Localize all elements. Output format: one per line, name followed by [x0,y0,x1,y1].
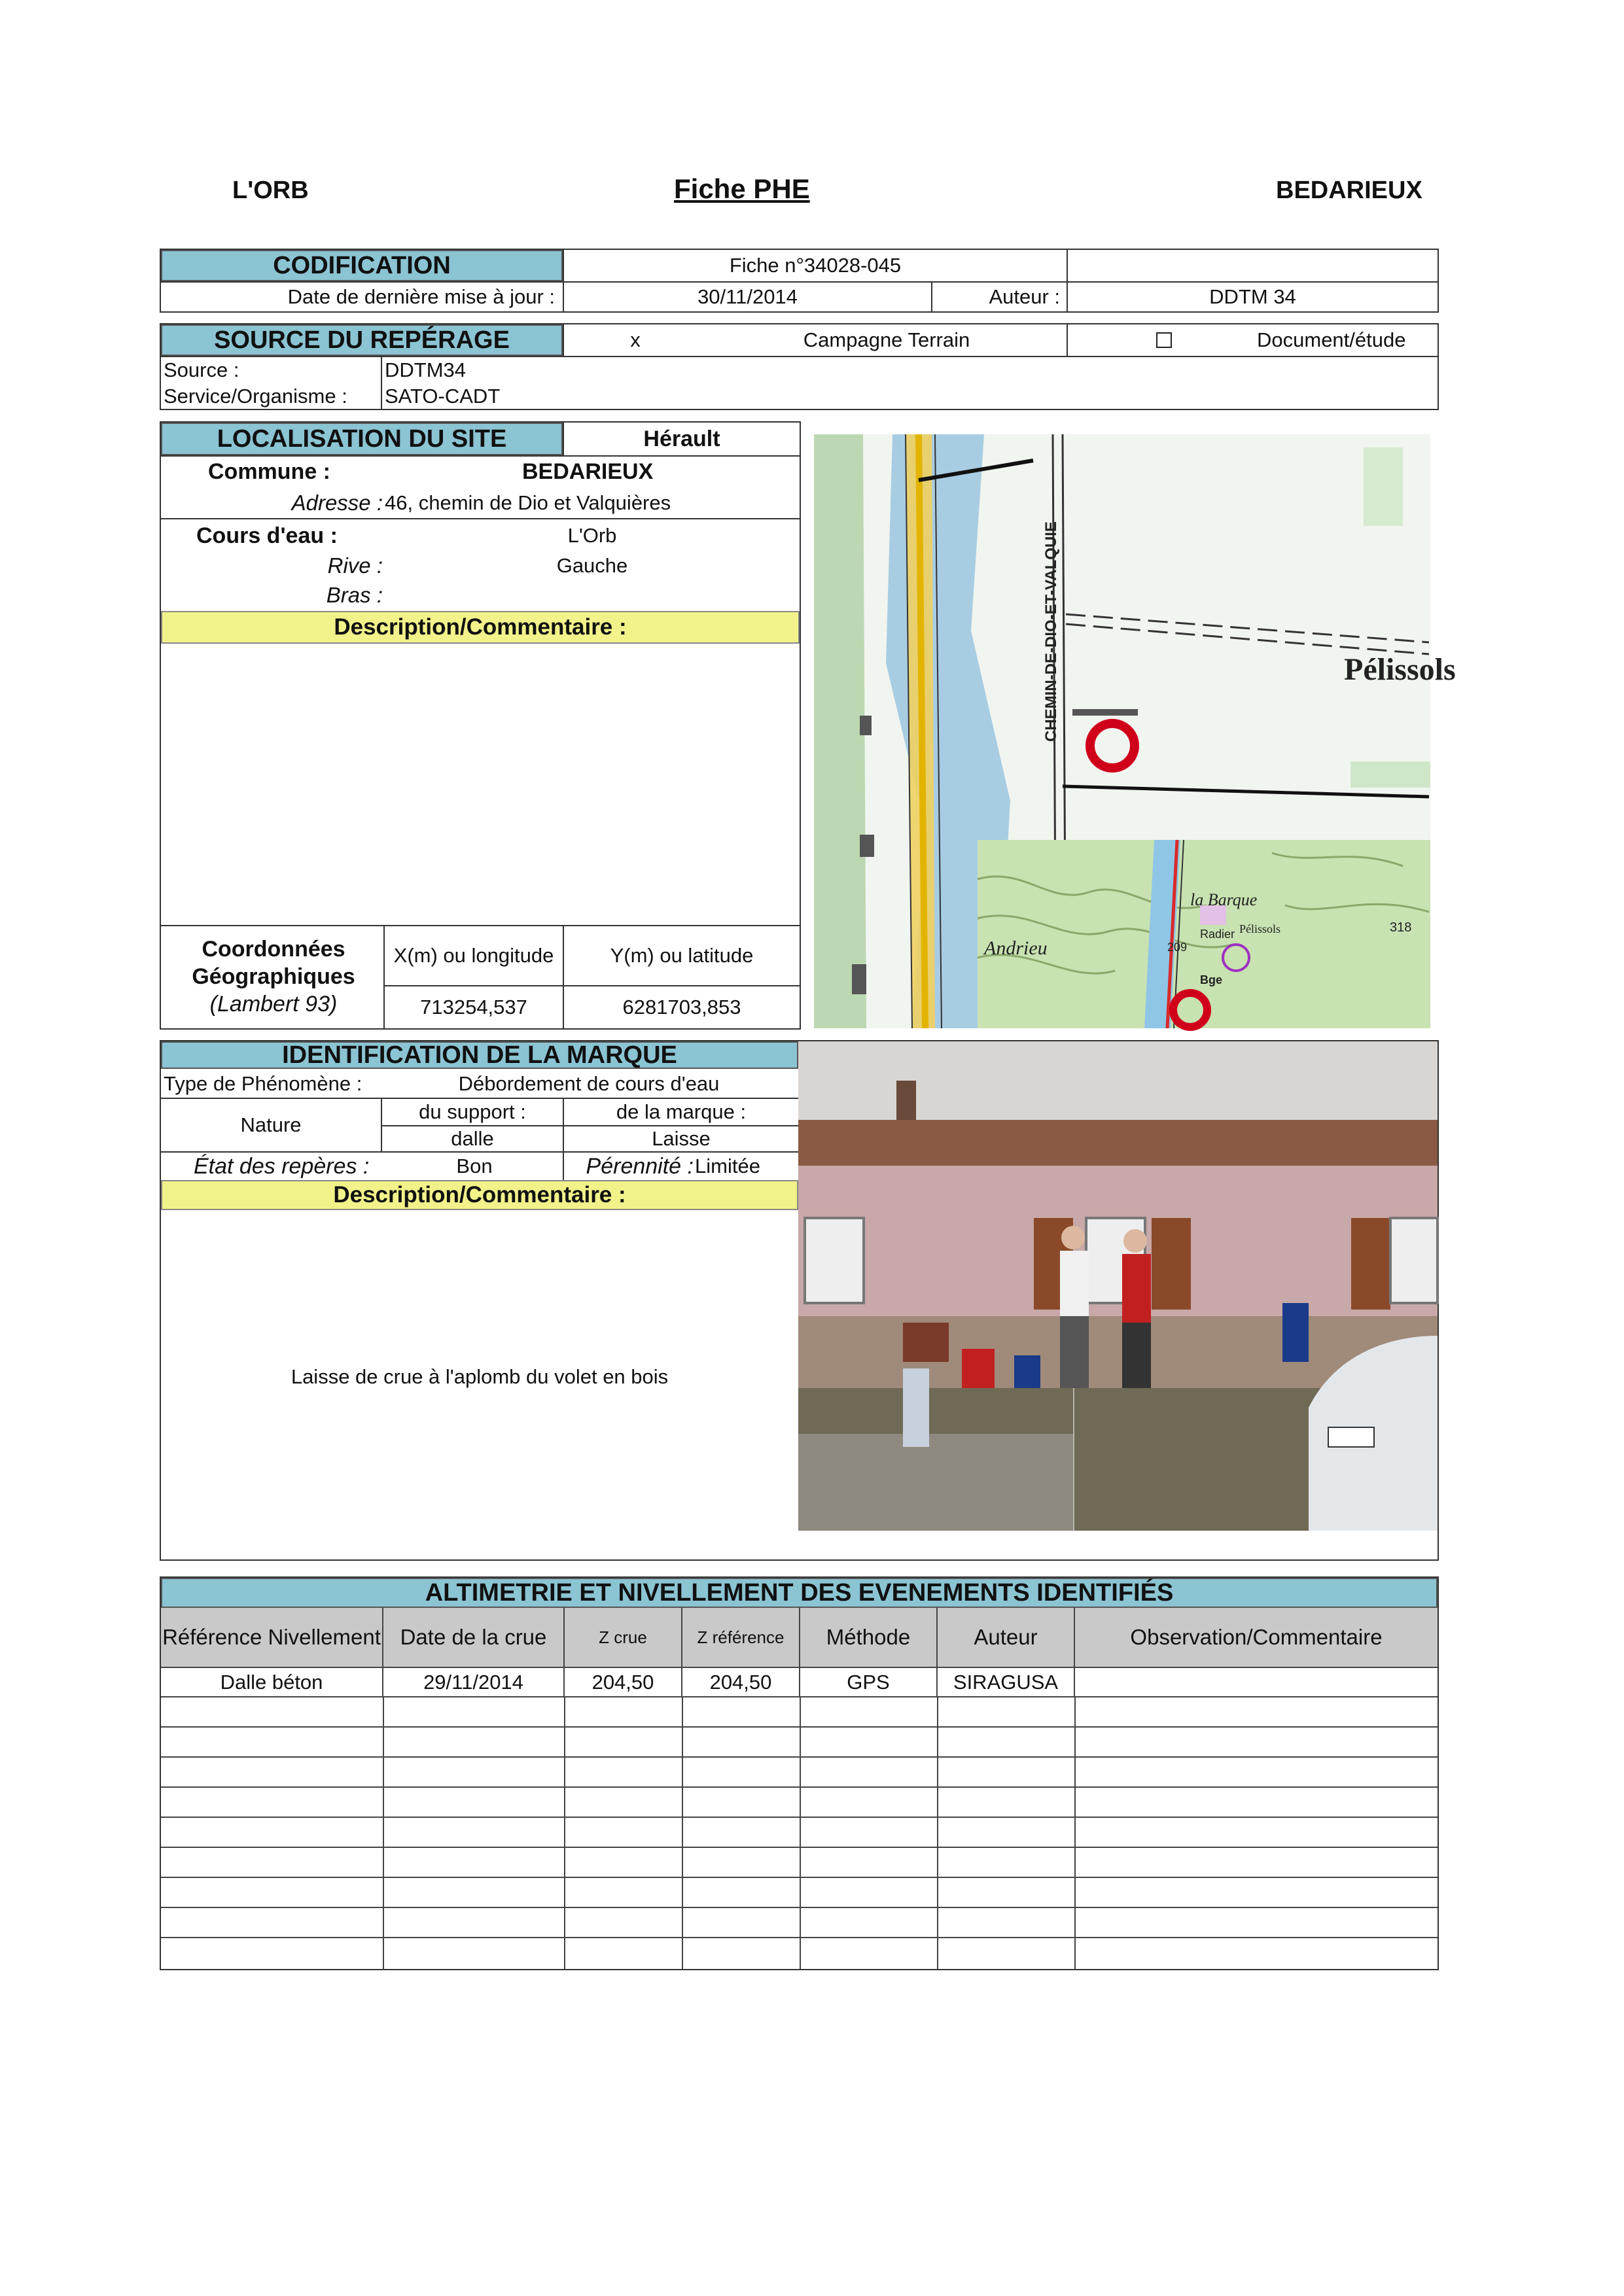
col-header: Référence Nivellement [161,1608,383,1667]
table-cell: GPS [800,1668,938,1697]
inset-label: Andrieu [984,937,1048,959]
table-cell [1075,1668,1438,1697]
identification-desc-text: Laisse de crue à l'aplomb du volet en bois [291,1365,669,1388]
auteur-value: DDTM 34 [1067,283,1438,311]
support-label: du support : [419,1100,526,1123]
marque-value: Laisse [652,1127,711,1150]
col-header: Z crue [565,1608,682,1667]
commune-label: Commune : [208,459,330,484]
x-value: 713254,537 [420,996,527,1018]
y-label: Y(m) ou latitude [610,944,754,967]
service-value: SATO-CADT [381,383,643,409]
inset-label: Pélissols [1239,922,1281,935]
inset-label: la Barque [1190,890,1258,909]
header-title: Fiche PHE [674,173,810,204]
header-river: L'ORB [232,177,309,204]
departement: Hérault [563,423,800,455]
table-row [161,1667,1438,1697]
commune-value: BEDARIEUX [522,459,654,484]
coord-label-line1: Coordonnées [202,937,345,962]
support-value: dalle [451,1127,494,1150]
col-header: Méthode [800,1608,938,1667]
rive-label: Rive : [327,553,383,578]
empty-rows [161,1697,1438,1969]
document-option [1067,324,1438,356]
localisation-title: LOCALISATION DU SITE [161,423,563,455]
identification-desc-title: Description/Commentaire : [161,1180,798,1210]
type-value: Débordement de cours d'eau [458,1072,720,1095]
site-map-graphic [814,434,1456,1028]
header-commune: BEDARIEUX [1276,177,1422,204]
col-header: Auteur [938,1608,1075,1667]
campagne-mark: x [563,324,707,356]
source-label: Source : [164,358,239,381]
table-cell: 29/11/2014 [383,1668,565,1697]
coord-label-line3: (Lambert 93) [209,992,338,1017]
type-label: Type de Phénomène : [164,1072,362,1095]
divider [161,518,800,519]
coord-label [164,935,383,1018]
y-value: 6281703,853 [622,996,741,1018]
altimetrie-title: ALTIMETRIE ET NIVELLEMENT DES EVENEMENTS IDENTIFIÉS [161,1578,1438,1608]
date-label: Date de dernière mise à jour : [287,285,555,308]
inset-label: 209 [1167,941,1188,954]
source-value: DDTM34 [381,357,643,383]
perennite-value: Limitée [695,1155,760,1177]
col-header: Date de la crue [383,1608,565,1667]
source-title: SOURCE DU REPÉRAGE [161,324,563,356]
site-photo [798,1041,1438,1531]
altimetrie-table [161,1608,1438,1969]
etat-label: État des repères : [194,1153,370,1179]
inset-label: Bge [1200,973,1223,986]
etat-value: Bon [456,1155,493,1177]
site-map [814,434,1456,1028]
campagne-label: Campagne Terrain [803,328,970,351]
service-label: Service/Organisme : [164,385,347,408]
document-label: Document/étude [1257,328,1406,351]
rive-value: Gauche [556,554,628,577]
marque-label: de la marque : [616,1100,747,1123]
table-cell: SIRAGUSA [938,1668,1075,1697]
codification-empty [1067,250,1438,281]
x-label: X(m) ou longitude [393,944,554,967]
table-cell: 204,50 [682,1668,800,1697]
fiche-number: Fiche n°34028-045 [563,250,1067,281]
identification-title: IDENTIFICATION DE LA MARQUE [161,1041,798,1069]
map-road-label: CHEMIN-DE-DIO-ET-VALQUIE [1042,521,1060,742]
date-value: 30/11/2014 [563,283,931,311]
inset-label: Radier [1200,928,1235,941]
perennite-label: Pérennité : [586,1153,694,1179]
auteur-label: Auteur : [931,283,1067,311]
site-photo-graphic [798,1041,1438,1531]
bras-label: Bras : [326,583,383,607]
divider [563,1153,564,1180]
col-header: Z référence [682,1608,800,1667]
map-place-label: Pélissols [1344,652,1456,687]
cours-label: Cours d'eau : [196,523,338,548]
table-cell: Dalle béton [161,1668,383,1697]
document-checkbox [1156,332,1172,348]
coord-label-line2: Géographiques [192,964,355,989]
empty-rows-grid [161,1697,1438,1969]
adresse-value: 46, chemin de Dio et Valquières [385,491,671,514]
cours-value: L'Orb [567,524,617,547]
localisation-desc-title: Description/Commentaire : [161,611,800,644]
col-header: Observation/Commentaire [1075,1608,1438,1667]
nature-label: Nature [240,1113,302,1136]
adresse-label: Adresse : [291,491,383,515]
table-cell: 204,50 [565,1668,682,1697]
inset-label: 318 [1390,920,1412,935]
codification-title: CODIFICATION [161,250,563,281]
